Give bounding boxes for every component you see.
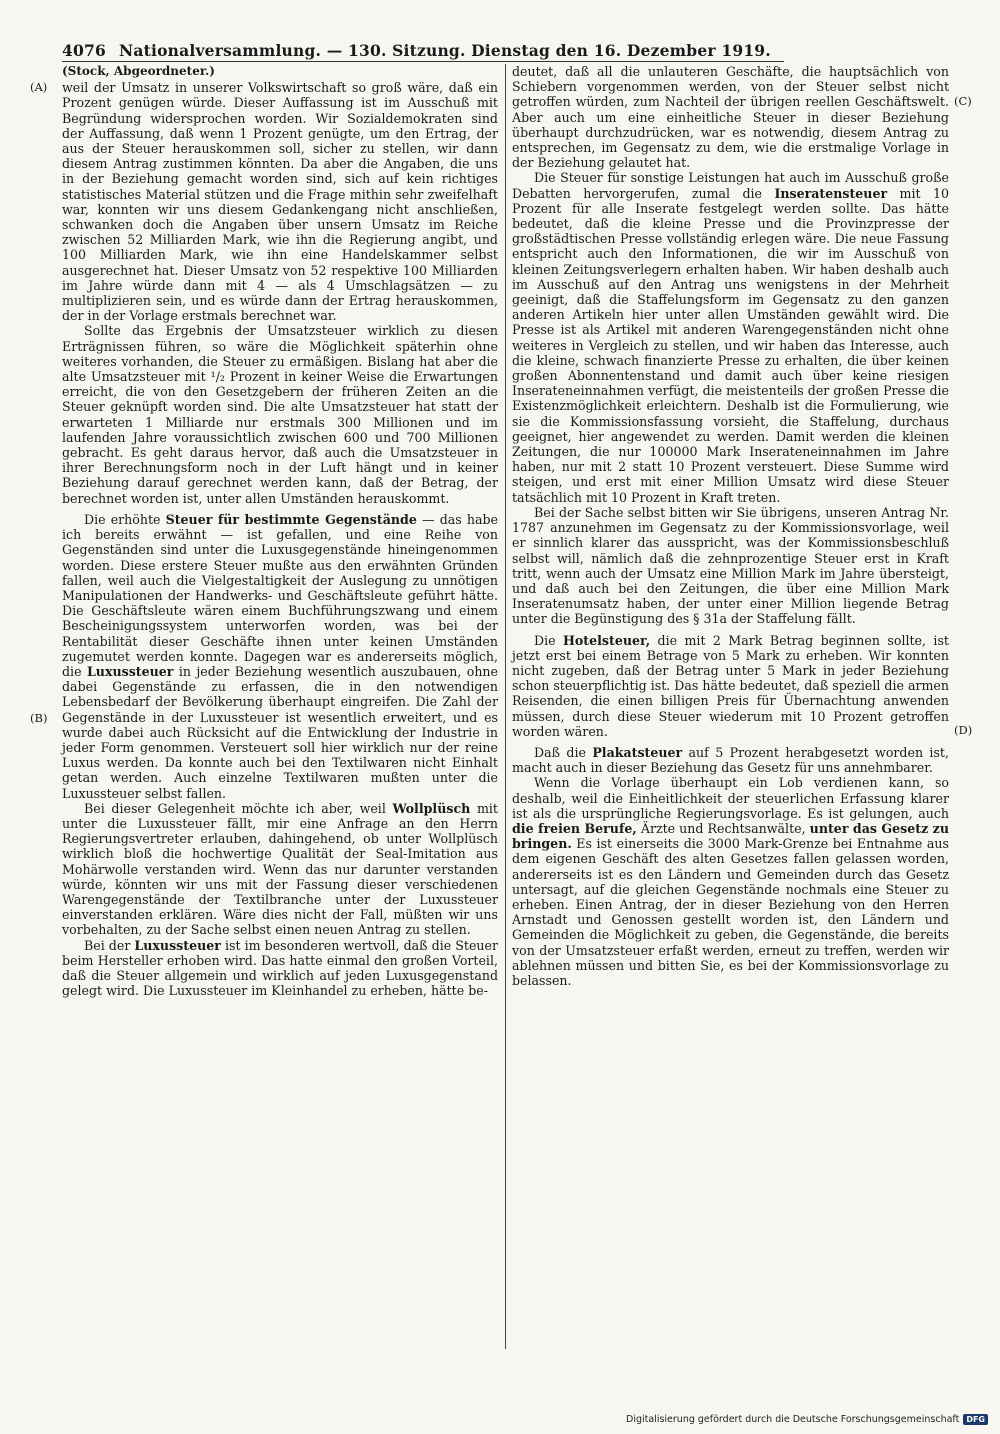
margin-mark-d: (D) <box>954 723 973 737</box>
footer-credit <box>626 1414 988 1425</box>
margin-mark-a: (A) <box>30 80 48 94</box>
page-number: 4076 <box>62 41 106 60</box>
running-title: Nationalversammlung. — 130. Sitzung. Dienstag den 16. Dezember 1919. <box>119 41 771 60</box>
right-column <box>512 64 949 988</box>
margin-mark-b: (B) <box>30 711 48 725</box>
dfg-logo-icon: DFG <box>963 1414 988 1425</box>
paragraph: Bei der Luxussteuer ist im besonderen wertvoll, daß die Steuer beim Hersteller erhoben wird. Das hatte einmal den großen Vorteil, daß die Steuer allgemein und wirklich auf jeden Luxusgegenstand gelegt wird. Die Luxussteuer im Kleinhandel zu erheben, hätte be- <box>62 937 498 999</box>
page-header <box>62 34 784 62</box>
paragraph: Die Steuer für sonstige Leistungen hat auch im Ausschuß große Debatten hervorgerufen, zumal die Inseratensteuer mit 10 Prozent für alle Inserate festgelegt werden sollte. Das hätte bedeutet, daß die kleine Presse und die Provinzpresse der großstädtischen Presse vollständig erlegen wäre. Die neue Fassung entspricht auch den Informationen, die wir im Ausschuß von kleinen Zeitungsverlegern erhalten haben. Wir haben deshalb auch im Ausschuß auf den Antrag uns wenigstens in der Mehrheit geeinigt, daß die Staffelungsform im Gegensatz zu den ganzen anderen Artikeln hier unter allen Umständen gewählt wird. Die Presse ist als Artikel mit anderen Warengegenständen nicht ohne weiteres in Vergleich zu stellen, und wir haben das Interesse, auch die kleine, schwach finanzierte Presse zu erhalten, die über keinen großen Abonnentenstand und damit auch über keine riesigen Inserateneinnahmen verfügt, die meistenteils der großen Presse die Existenzmöglichkeit erleichtern. Deshalb ist die Formulierung, wie sie die Kommissionsfassung vorsieht, die Staffelung, durchaus geeignet, hier angewendet zu werden. Damit werden die kleinen Zeitungen, die nur 100000 Mark Inserateneinnahmen im Jahre haben, nur mit 2 statt 10 Prozent versteuert. Diese Summe wird steigen, und erst mit einer Million Umsatz wird diese Steuer tatsächlich mit 10 Prozent in Kraft treten. <box>512 170 949 505</box>
paragraph: Sollte das Ergebnis der Umsatzsteuer wirklich zu diesen Erträgnissen führen, so wäre die Möglichkeit späterhin ohne weiteres vorhanden, die Steuer zu ermäßigen. Bislang hat aber die alte Umsatzsteuer mit ¹/₂ Prozent in keiner Weise die Erwartungen erreicht, die von den Gesetzgebern der früheren Zeiten an die Steuer geknüpft worden sind. Die alte Umsatzsteuer hat statt der erwarteten 1 Milliarde nur erstmals 300 Millionen und im laufenden Jahre voraussichtlich zwischen 600 und 700 Millionen gebracht. Es geht daraus hervor, daß auch die Umsatzsteuer in ihrer Berechnungsform noch in der Luft hängt und in keiner Beziehung darauf gerechnet werden kann, daß der Betrag, der berechnet worden ist, unter allen Umständen herauskommt. <box>62 323 498 506</box>
footer-text: Digitalisierung gefördert durch die Deutsche Forschungsgemeinschaft <box>626 1414 960 1425</box>
paragraph: Bei der Sache selbst bitten wir Sie übrigens, unseren Antrag Nr. 1787 anzunehmen im Gegensatz zu der Kommissionsvorlage, weil er sinnlich klarer das ausspricht, was der Kommissionsbeschluß selbst will, nämlich daß die zehnprozentige Steuer erst in Kraft tritt, wenn auch der Umsatz eine Million Mark im Jahre übersteigt, und daß auch bei den Zeitungen, die über eine Million Mark Inseratenumsatz haben, der unter einer Million liegende Betrag unter die Begünstigung des § 31a der Staffelung fällt. <box>512 504 949 627</box>
paragraph: Daß die Plakatsteuer auf 5 Prozent herabgesetzt worden ist, macht auch in dieser Beziehung das Gesetz für uns annehmbarer. <box>512 744 949 776</box>
left-column <box>62 64 498 998</box>
paragraph: Bei dieser Gelegenheit möchte ich aber, weil Wollplüsch mit unter die Luxussteuer fällt, mir eine Anfrage an den Herrn Regierungsvertreter erlauben, dahingehend, ob unter Wollplüsch wirklich bloß die hochwertige Qualität der Seal-Imitation aus Mohärwolle verstanden wird. Wenn das nur darunter verstanden würde, könnten wir uns mit der Fassung dieser verschiedenen Warengegenstände der Textilbranche unter der Luxussteuer einverstanden erklären. Wäre dies nicht der Fall, müßten wir uns vorbehalten, zu der Sache selbst einen neuen Antrag zu stellen. <box>62 800 498 938</box>
column-divider <box>505 64 506 1349</box>
paragraph: Die erhöhte Steuer für bestimmte Gegenstände — das habe ich bereits erwähnt — ist gefallen, und eine Reihe von Gegenständen sind unter die Luxusgegenstände hineingenommen worden. Diese erstere Steuer mußte aus den erwähnten Gründen fallen, weil auch die Vielgestaltigkeit der Auslegung zu unnötigen Manipulationen der Handwerks- und Geschäftsleute geführt hätte. Die Geschäftsleute wären einem Buchführungszwang und einem Bescheinigungssystem unterworfen worden, was bei der Rentabilität dieser Geschäfte ihnen unter keinen Umständen zugemutet werden konnte. Dagegen war es andererseits möglich, die Luxussteuer in jeder Beziehung wesentlich auszubauen, ohne dabei Gegenstände zu erfassen, die in den notwendigen Lebensbedarf der Bevölkerung überhaupt eingreifen. Die Zahl der Gegenstände in der Luxussteuer ist wesentlich erweitert, und es wurde dabei auch Rücksicht auf die Entwicklung der Industrie in jeder Form genommen. Versteuert soll hier wirklich nur der reine Luxus werden. Da konnte auch bei den Textilwaren nicht Einhalt getan werden. Auch einzelne Textilwaren mußten unter die Luxussteuer selbst fallen. <box>62 511 498 801</box>
speaker-label: (Stock, Abgeordneter.) <box>62 64 215 78</box>
paragraph: Die Hotelsteuer, die mit 2 Mark Betrag beginnen sollte, ist jetzt erst bei einem Betrage von 5 Mark zu erheben. Wir konnten nicht zugeben, daß der Betrag unter 5 Mark in jeder Beziehung schon steuerpflichtig ist. Das hätte bedeutet, daß speziell die armen Reisenden, die einen billigen Preis für Übernachtung anwenden müssen, durch diese Steuer wiederum mit 10 Prozent getroffen worden wären. <box>512 632 949 739</box>
paragraph: deutet, daß all die unlauteren Geschäfte, die hauptsächlich von Schiebern vorgenommen werden, von der Steuer selbst nicht getroffen würden, zum Nachteil der übrigen reellen Geschäftswelt. Aber auch um eine einheitliche Steuer in dieser Beziehung überhaupt durchzudrücken, war es notwendig, diesem Antrag zu entsprechen, im Gegensatz zu dem, wie die erstmalige Vorlage in der Beziehung gelautet hat. <box>512 64 949 171</box>
paragraph: Wenn die Vorlage überhaupt ein Lob verdienen kann, so deshalb, weil die Einheitlichkeit der steuerlichen Erfassung klarer ist als die ursprüngliche Regierungsvorlage. Es ist gelungen, auch die freien Berufe, Ärzte und Rechtsanwälte, unter das Gesetz zu bringen. Es ist einerseits die 3000 Mark-Grenze bei Entnahme aus dem eigenen Geschäft des alten Gesetzes fallen gelassen worden, andererseits ist es den Ländern und Gemeinden durch das Gesetz untersagt, auf die gleichen Gegenstände nochmals eine Steuer zu erheben. Einen Antrag, der in dieser Beziehung von den Herren Arnstadt und Genossen gestellt worden ist, den Ländern und Gemeinden die Möglichkeit zu geben, die Gegenstände, die bereits von der Umsatzsteuer erfaßt werden, erneut zu treffen, werden wir ablehnen müssen und bitten Sie, es bei der Kommissionsvorlage zu belassen. <box>512 775 949 988</box>
margin-mark-c: (C) <box>954 94 972 108</box>
paragraph: weil der Umsatz in unserer Volkswirtschaft so groß wäre, daß ein Prozent genügen würde. Dieser Auffassung ist im Ausschuß mit Begründung widersprochen worden. Wir Sozialdemokraten sind der Auffassung, daß wenn 1 Prozent genügte, um den Ertrag, der aus der Steuer herauskommen soll, sicher zu stellen, wir dann diesem Antrag zustimmen könnten. Da aber die Angaben, die uns in der Beziehung gemacht worden sind, sich auf kein richtiges statistisches Material stützen und die Frage mithin sehr zweifelhaft war, konnten wir uns diesem Gedankengang nicht anschließen, schwanken doch die Angaben über unsern Umsatz im Reiche zwischen 52 Milliarden Mark, wie ihn die Regierung angibt, und 100 Milliarden Mark, wie ihn eine Handelskammer selbst ausgerechnet hat. Dieser Umsatz von 52 respektive 100 Milliarden im Jahre würde dann mit 4 — als 4 Umschlagsätzen — zu multiplizieren sein, und es würde dann der Ertrag herauskommen, der in der Vorlage erstmals berechnet war. <box>62 80 498 324</box>
